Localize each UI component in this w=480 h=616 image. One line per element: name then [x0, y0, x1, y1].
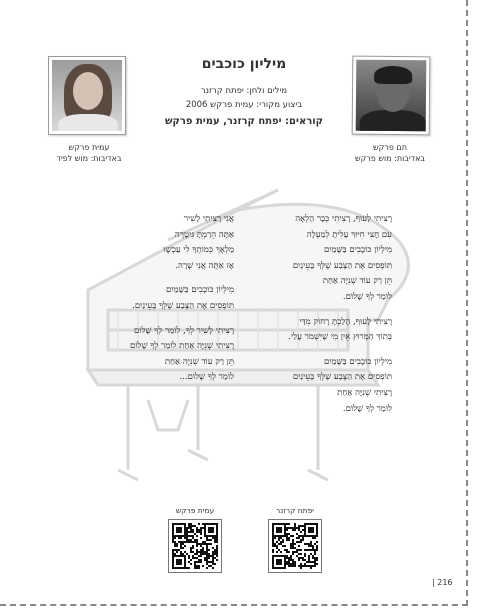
lyric-line: לוֹמַר לְךָ שָׁלוֹם.	[342, 291, 392, 302]
lyric-line: רָצִיתִי לָעוּף, רָצִיתִי כְּבָר הַלְאָה	[295, 214, 392, 224]
original-performance: ביצוע מקורי: עמית פרקש 2006	[185, 100, 303, 110]
song-credits: מילים ולחן: יפתח קרזנר	[200, 86, 288, 96]
lyric-line: לוֹמַר לְךָ שָׁלוֹם...	[179, 372, 234, 383]
photo-left-name: עמית פרקש	[68, 143, 110, 152]
lyric-line: בְּתוֹךְ הַמְּרוּץ אֵין מִי שֶׁיִּשְׁמֹר עָלַי.	[288, 332, 392, 343]
lyric-line: תּוֹפְסִים אֶת הַצֶּבַע שֶׁלְּךָ בָּעֵינַיִם	[292, 260, 392, 271]
photo-left-credit: באדיבות: מוש לפיד	[56, 154, 122, 163]
photo-amit-farkash	[48, 56, 126, 135]
lyric-line: אַתָּה הֵרַמְתָּ גִּיטָרָה	[174, 229, 234, 240]
qr-code-icon[interactable]	[268, 519, 322, 573]
lyrics-right-column	[262, 212, 392, 426]
song-title: מיליון כוכבים	[201, 56, 287, 72]
lyric-line: מַלְאָךְ כְּמוֹתְךָ לִי עַכְשָׁו	[163, 245, 234, 256]
lyric-line: תֵּן רַק עוֹד שְׁנִיָּה אַחַת	[164, 356, 234, 367]
lyric-line: רָצִיתִי לָשִׁיר לְךָ, לוֹמַר לְךָ שָׁלוֹם	[133, 325, 234, 336]
lyric-line: לוֹמַר לְךָ שָׁלוֹם.	[342, 403, 392, 414]
qr-right-label: יפתח קרזנר	[276, 506, 314, 515]
stanza	[108, 324, 234, 386]
lyric-line: מִילְיוֹן כּוֹכָבִים בַּשָּׁמַיִם	[323, 356, 392, 367]
stanza	[108, 212, 234, 274]
lyric-line: רָצִיתִי שְׁנִיָּה אַחַת לוֹמַר לְךָ שָׁלוֹם	[130, 341, 234, 352]
photo-tam-farkash	[352, 56, 431, 136]
stanza	[262, 315, 392, 346]
lyric-line: תּוֹפְסִים אֶת הַצֶּבַע שֶׁלְּךָ בָּעֵינַיִם.	[132, 300, 234, 311]
lyric-line: אֲנִי רָצִיתִי לָשִׁיר	[183, 214, 234, 224]
qr-block-left	[165, 506, 225, 573]
lyric-line: עִם חָצִי חִיּוּךְ עָלִיתָ לְמַעְלָה	[306, 229, 392, 240]
song-header	[140, 56, 348, 127]
qr-block-right	[265, 506, 325, 573]
lyrics-left-column	[108, 212, 234, 395]
stanza	[108, 283, 234, 314]
page-number: | 216	[432, 578, 453, 587]
lyric-line: אָז אַתָּה אֲנִי שָׁרָה.	[175, 260, 234, 271]
lyric-line: תּוֹפְסִים אֶת הַצֶּבַע שֶׁלְּךָ בָּעֵינַיִם	[292, 372, 392, 383]
stanza	[262, 212, 392, 306]
qr-left-label: עמית פרקש	[175, 506, 215, 515]
qr-code-icon[interactable]	[168, 519, 222, 573]
lyric-line: רָצִיתִי שְׁנִיָּה אַחַת	[337, 387, 392, 398]
readers-line: קוראים: יפתח קרזנר, עמית פרקש	[164, 116, 324, 127]
stanza	[262, 355, 392, 417]
lyric-line: מִילְיוֹן כּוֹכָבִים בַּשָּׁמַיִם	[165, 285, 234, 296]
photo-right-credit: באדיבות: מוש פרקש	[354, 154, 426, 163]
photo-left-caption	[34, 142, 144, 164]
photo-right-name: תם פרקש	[373, 143, 407, 152]
photo-right-caption	[340, 142, 440, 164]
lyric-line: מִילְיוֹן כּוֹכָבִים בַּשָּׁמַיִם	[323, 245, 392, 256]
lyric-line: רָצִיתִי לָעוּף, הָלַכְתָּ רָחוֹק מִדַּי	[299, 316, 392, 327]
lyric-line: תֵּן רַק עוֹד שְׁנִיָּה אַחַת	[322, 276, 392, 287]
